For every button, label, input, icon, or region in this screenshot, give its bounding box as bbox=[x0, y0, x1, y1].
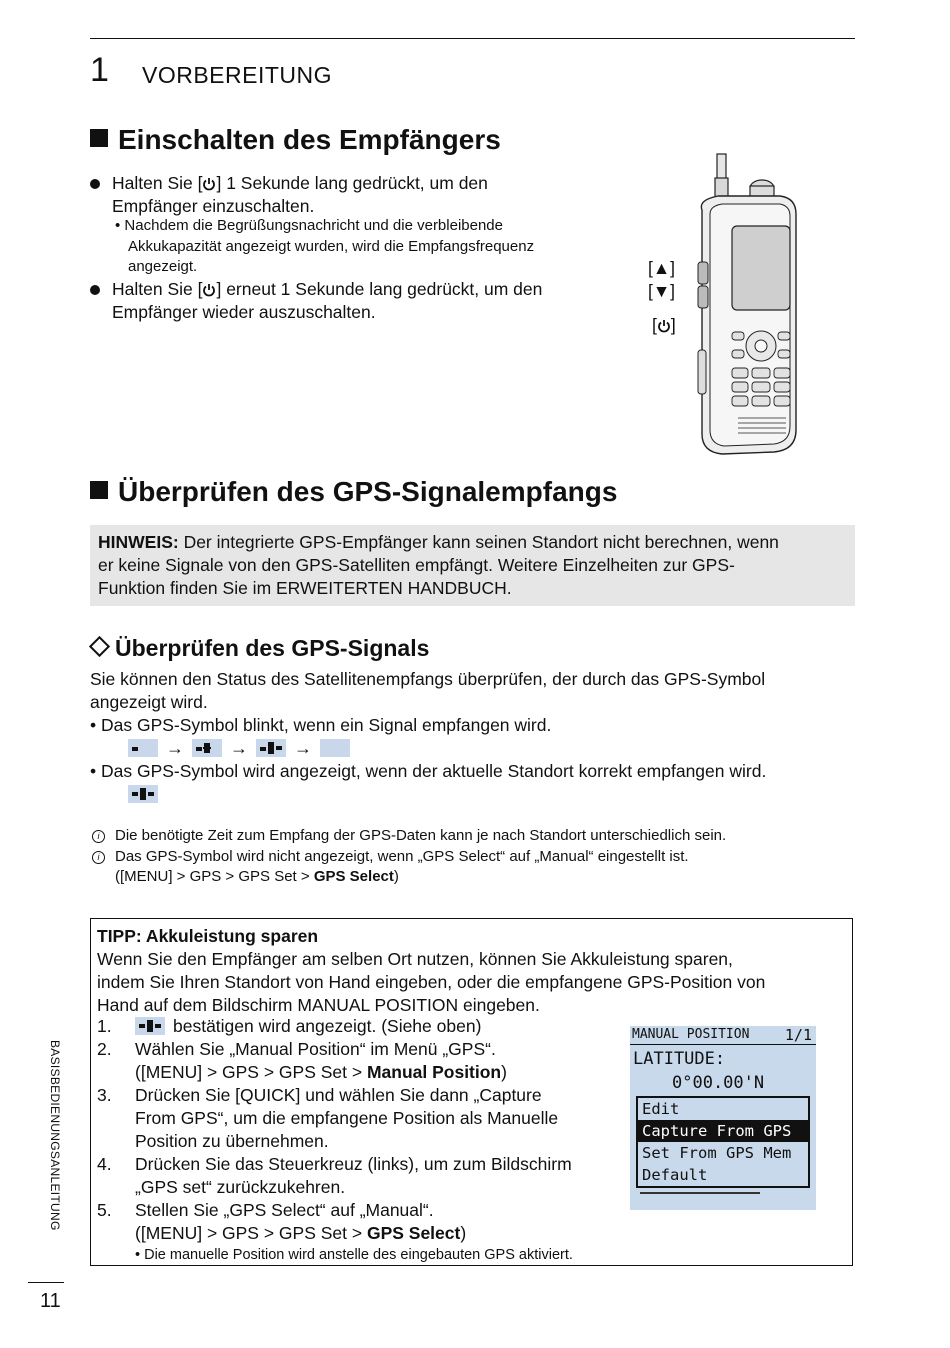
square-bullet-icon bbox=[90, 129, 108, 147]
down-key-label: [▼] bbox=[648, 281, 676, 301]
page-number-rule bbox=[28, 1282, 64, 1283]
power-icon bbox=[202, 283, 216, 297]
chapter-number: 1 bbox=[90, 51, 109, 89]
lcd-quick-menu bbox=[636, 1096, 810, 1188]
lcd-header: MANUAL POSITION 1/1 bbox=[630, 1026, 816, 1045]
gps-notes: i Die benötigte Zeit zum Empfang der GPS-Daten kann je nach Standort unterschiedlich sein. i Das GPS-Symbol wird nicht angezeigt, wenn „GPS Select“ auf „Manual“ eingestellt ist. ([MENU] > GPS > GPS Set > GPS Select) bbox=[92, 826, 852, 888]
lcd-menu-item-default[interactable]: Default bbox=[642, 1166, 708, 1184]
side-section-label: BASISBEDIENUNGSANLEITUNG bbox=[48, 1040, 62, 1231]
gps-fixed-text: • Das GPS-Symbol wird angezeigt, wenn der aktuelle Standort korrekt empfangen wird. bbox=[90, 761, 767, 781]
bullet-icon bbox=[90, 179, 100, 189]
info-icon: i bbox=[92, 851, 105, 864]
gps-signal-icon-blank bbox=[320, 739, 350, 757]
power-on-instructions: Halten Sie [ ] 1 Sekunde lang gedrückt, um den Empfänger einzuschalten. bbox=[90, 172, 610, 218]
page-number: 11 bbox=[40, 1290, 61, 1312]
gps-signal-intro: Sie können den Status des Satellitenempfangs überprüfen, der durch das GPS-Symbol angezeigt wird. • Das GPS-Symbol blinkt, wenn ein Signal empfangen wird. bbox=[90, 669, 766, 735]
square-bullet-icon bbox=[90, 481, 108, 499]
power-icon bbox=[657, 319, 671, 333]
diamond-bullet-icon bbox=[89, 636, 110, 657]
tip-steps: 1. bestätigen wird angezeigt. (Siehe oben) 2. Wählen Sie „Manual Position“ im Menü „GPS“. ([MENU] > GPS > GPS Set > Manual Position) 3. Drücken Sie [QUICK] und wählen Sie dann „Capture From GPS“, um die empfangene Position als Manuelle Position zu übernehmen. 4. Drücken Sie das Steuerkreuz (links), um zum Bildschirm „GPS set“ zurückzukehren. 5. Stellen Sie „GPS Select“ auf „Manual“. ([MENU] > GPS > GPS Set > GPS Select) • Die manuelle Position wird anstelle des eingebauten GPS aktiviert. bbox=[97, 1016, 573, 1263]
section-title-power-on: Einschalten des Empfängers bbox=[90, 124, 501, 156]
lcd-menu-item-edit[interactable]: Edit bbox=[642, 1100, 680, 1118]
gps-blink-sequence: → → → bbox=[128, 738, 350, 760]
top-rule bbox=[90, 38, 855, 39]
subsection-title-gps-signal: Überprüfen des GPS-Signals bbox=[88, 634, 429, 662]
power-key-label: [ ] bbox=[652, 315, 676, 335]
lcd-latitude-label: LATITUDE: bbox=[633, 1049, 726, 1069]
gps-signal-icon-2 bbox=[192, 739, 222, 757]
chapter-title: VORBEREITUNG bbox=[142, 62, 333, 88]
up-key-label: [▲] bbox=[648, 258, 676, 278]
notice-label: HINWEIS: bbox=[98, 532, 179, 552]
receiver-illustration bbox=[688, 150, 808, 460]
power-off-instructions: Halten Sie [ ] erneut 1 Sekunde lang gedrückt, um den Empfänger wieder auszuschalten. bbox=[90, 278, 610, 324]
gps-fixed-icon bbox=[128, 785, 158, 803]
bullet-icon bbox=[90, 285, 100, 295]
gps-fixed-icon bbox=[135, 1017, 165, 1035]
section-title-gps-reception: Überprüfen des GPS-Signalempfangs bbox=[90, 476, 617, 508]
lcd-latitude-value: 0°00.00'N bbox=[672, 1073, 765, 1093]
gps-fixed-icon-wrap bbox=[128, 785, 158, 805]
lcd-menu-item-set-from-gps-mem[interactable]: Set From GPS Mem bbox=[642, 1144, 792, 1162]
gps-signal-icon-1 bbox=[128, 739, 158, 757]
tip-title: TIPP: Akkuleistung sparen bbox=[97, 926, 319, 946]
power-icon bbox=[202, 177, 216, 191]
info-icon: i bbox=[92, 830, 105, 843]
lcd-manual-position-screen bbox=[630, 1026, 816, 1210]
gps-signal-icon-3 bbox=[256, 739, 286, 757]
notice-box: HINWEIS: Der integrierte GPS-Empfänger kann seinen Standort nicht berechnen, wenn er keine Signale von den GPS-Satelliten empfängt. Weitere Einzelheiten zur GPS- Funktion finden Sie im ERWEITERTEN HANDBUCH. bbox=[90, 525, 855, 606]
power-on-subnote: • Nachdem die Begrüßungsnachricht und die verbleibende Akkukapazität angezeigt wurden, wird die Empfangsfrequenz angezeigt. bbox=[115, 217, 535, 275]
tip-content: TIPP: Akkuleistung sparen Wenn Sie den Empfänger am selben Ort nutzen, können Sie Akkuleistung sparen, indem Sie Ihren Standort von Hand eingeben, oder die empfangene GPS-Position von Hand auf dem Bildschirm MANUAL POSITION eingeben. bbox=[97, 925, 847, 1017]
lcd-menu-item-capture-from-gps[interactable]: Capture From GPS bbox=[638, 1120, 808, 1142]
